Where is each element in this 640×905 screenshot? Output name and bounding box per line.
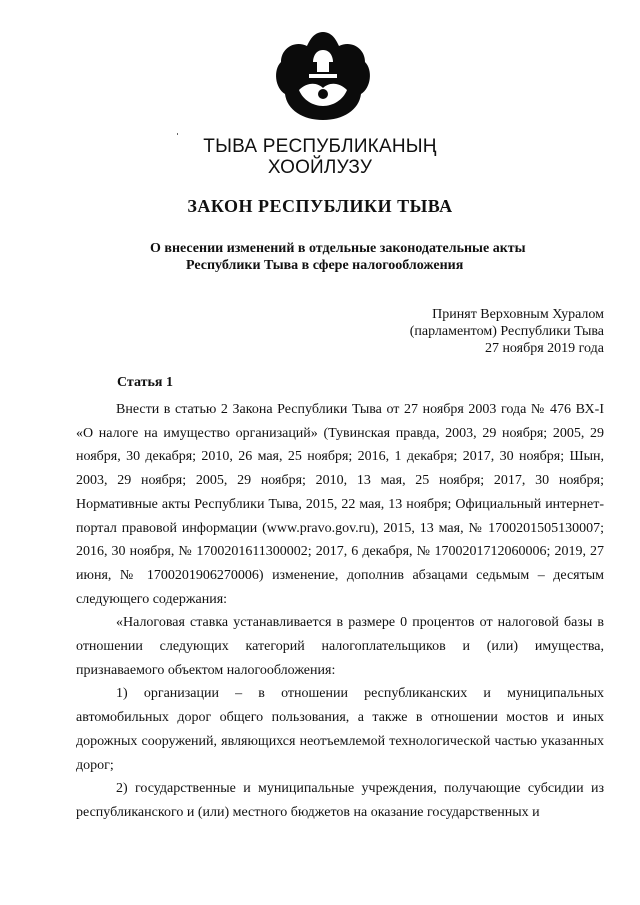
paragraph: 1) организации – в отношении республиканских и муниципальных автомобильных дорог общего пользования, а также в отношении мостов и иных дорожных сооружений, являющихся неотъемлемой технологической частью указанных дорог; xyxy=(76,686,604,773)
paragraph: «Налоговая ставка устанавливается в размере 0 процентов от налоговой базы в отношении следующих категорий налогоплательщиков и (или) имущества, признаваемого объектом налогообложения: xyxy=(76,615,604,678)
tuva-emblem-icon xyxy=(273,28,373,124)
law-title: ЗАКОН РЕСПУБЛИКИ ТЫВА xyxy=(187,196,453,216)
adoption-block xyxy=(410,306,604,357)
article-body xyxy=(76,398,604,825)
parliament-line-2: ХООЙЛУЗУ xyxy=(267,157,373,178)
parliament-heading xyxy=(0,136,640,178)
paragraph: 2) государственные и муниципальные учреждения, получающие субсидии из республиканского и (или) местного бюджетов на оказание государственных и xyxy=(76,781,604,820)
scan-speck xyxy=(177,133,178,135)
subtitle-line-1: О внесении изменений в отдельные законодательные акты xyxy=(150,241,526,256)
adoption-line-2: (парламентом) Республики Тыва xyxy=(409,324,604,339)
adoption-line-1: Принят Верховным Хуралом xyxy=(432,307,604,322)
law-subtitle xyxy=(150,240,570,274)
adoption-date: 27 ноября 2019 года xyxy=(484,341,604,356)
parliament-line-1: ТЫВА РЕСПУБЛИКАНЫҢ xyxy=(203,136,437,157)
paragraph: Внести в статью 2 Закона Республики Тыва от 27 ноября 2003 года № 476 ВХ-I «О налоге на имущество организаций» (Тувинская правда, 2003, 29 ноября; 2005, 29 ноября, 30 декабря; 2010, 26 мая, 25 ноября; 2016, 1 декабря; 2017, 30 ноября; Шын, 2003, 29 ноября; 2005, 29 ноября; 2010, 13 мая, 25 ноября; 2017, 30 ноября; Нормативные акты Республики Тыва, 2015, 22 мая, 13 ноября; Официальный интернет-портал правовой информации (www.pravo.gov.ru), 2015, 13 мая, № 1700201505130007; 2016, 30 ноября, № 1700201611300002; 2017, 6 декабря, № 1700201712060006; 2019, 27 июня, № 1700201906270006) изменение, дополнив абзацами седьмым – десятым следующего содержания: xyxy=(76,402,604,607)
subtitle-line-2: Республики Тыва в сфере налогообложения xyxy=(186,258,464,273)
article-heading: Статья 1 xyxy=(117,375,173,390)
